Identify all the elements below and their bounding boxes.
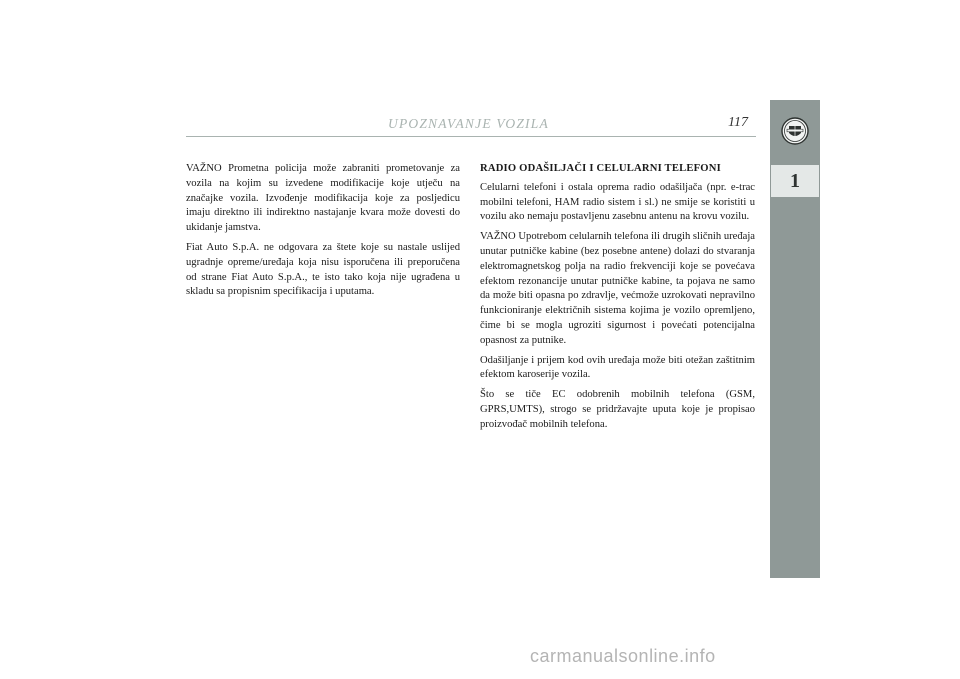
paragraph-modifications-warning: VAŽNO Prometna policija može zabraniti prometovanje za vozila na kojim su izvedene modifikacije koje utječu na značajke vozila. Izvođenje modifikacija koje za posljedicu imaju direktno ili indirektno nastajanje kvara može dovesti do ukidanje jamstva. — [186, 163, 460, 234]
header-rule — [186, 136, 756, 137]
paragraph-ec-phones: Što se tiče EC odobrenih mobilnih telefona (GSM, GPRS,UMTS), strogo se pridržavajte uputa koje je propisao proizvođač mobilnih telefona. — [480, 389, 755, 430]
running-header-title: UPOZNAVANJE VOZILA — [388, 116, 549, 131]
lancia-logo-icon — [781, 117, 809, 145]
paragraph-emf-warning: VAŽNO Upotrebom celularnih telefona ili drugih sličnih uređaja unutar putničke kabine (bez posebne antene) dolazi do stvaranja elektromagnetskog polja na radio frekvenciji koje se povećava efektom rezonancije unutar putničke kabine, ta pojava ne samo da može biti opasna po zdravlje, većmože uzrokovati nepravilno funkcioniranje električnih sistema kojima je vozilo opremljeno, čime bi se mogla ugroziti sigurnost i povećati potencijalna opasnost za putnike. — [480, 231, 755, 346]
watermark-text: carmanualsonline.info — [530, 646, 716, 666]
left-column — [186, 162, 460, 305]
paragraph-fiat-liability: Fiat Auto S.p.A. ne odgovara za štete koje su nastale uslijed ugradnje opreme/uređaja koja nisu isporučena ili preporučena od strane Fiat Auto S.p.A., te isto tako koja nije ugrađena u skladu sa propisnim specifikacija i uputama. — [186, 241, 460, 298]
paragraph-body-shielding: Odašiljanje i prijem kod ovih uređaja može biti otežan zaštitnim efektom karoserije vozila. — [480, 354, 755, 381]
right-column — [480, 162, 755, 438]
page-number: 117 — [728, 115, 748, 130]
chapter-number: 1 — [790, 169, 800, 192]
paragraph-mobile-phones: Celularni telefoni i ostala oprema radio odašiljača (npr. e-trac mobilni telefoni, HAM radio sistem i sl.) ne smije se koristiti u vozilu ako nemaju postavljenu zasebnu antenu na krovu vozilu. — [480, 181, 755, 223]
section-heading: RADIO ODAŠILJAČI I CELULARNI TELEFONI — [480, 163, 721, 174]
chapter-indicator[interactable] — [771, 165, 819, 197]
